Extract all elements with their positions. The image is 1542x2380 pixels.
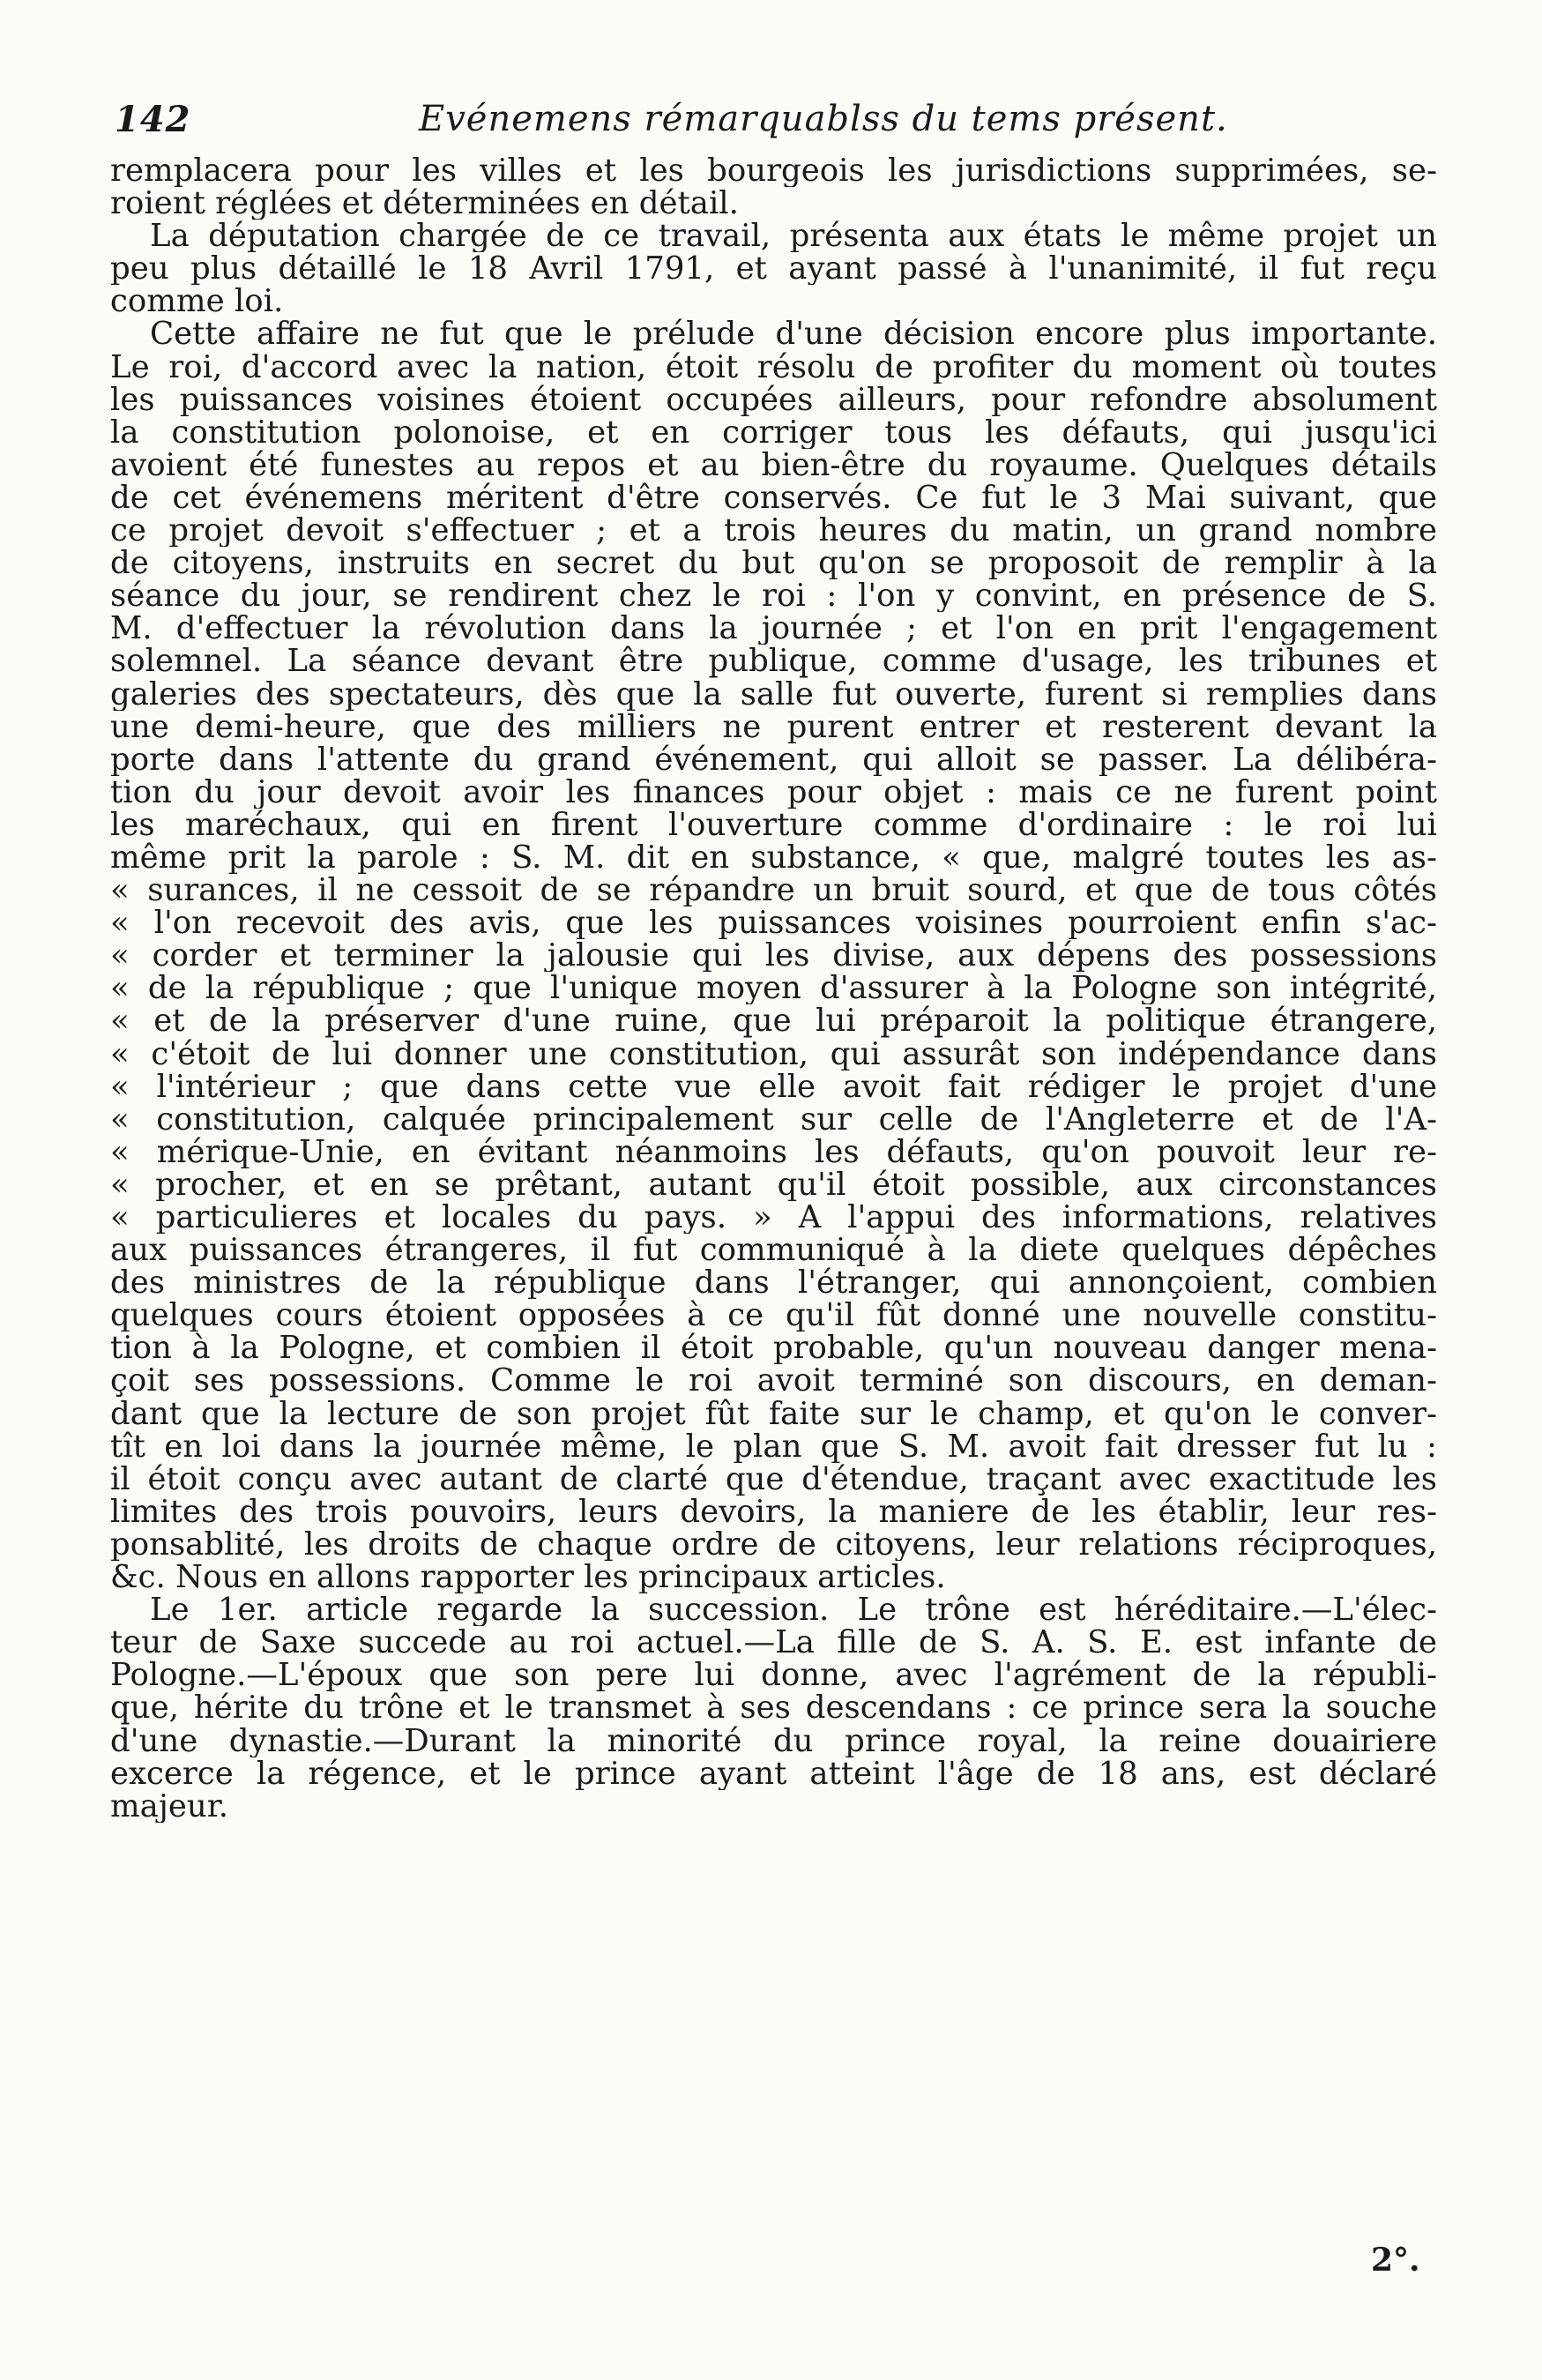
text-line: « l'intérieur ; que dans cette vue elle avoit fait rédiger le projet d'une	[110, 1070, 1437, 1103]
text-line: même prit la parole : S. M. dit en substance, « que, malgré toutes les as-	[110, 840, 1437, 875]
text-line: remplacera pour les villes et les bourgeois les jurisdictions supprimées, se-	[110, 154, 1437, 188]
text-line: comme loi.	[110, 285, 284, 318]
text-line: porte dans l'attente du grand événement, qui alloit se passer. La délibéra-	[110, 742, 1437, 776]
text-line: « particulieres et locales du pays. » A l'appui des informations, relatives	[110, 1201, 1437, 1235]
text-line: les maréchaux, qui en firent l'ouverture comme d'ordinaire : le roi lui	[110, 808, 1437, 841]
text-line: Pologne.—L'époux que son pere lui donne, avec l'agrément de la républi-	[110, 1659, 1437, 1692]
text-line: La députation chargée de ce travail, présenta aux états le même projet un	[150, 220, 1437, 253]
text-line: séance du jour, se rendirent chez le roi : l'on y convint, en présence de S.	[110, 579, 1437, 613]
text-line: majeur.	[110, 1789, 229, 1823]
text-line: tion du jour devoit avoir les finances pour objet : mais ce ne furent point	[110, 775, 1437, 809]
text-line: « et de la préserver d'une ruine, que lui préparoit la politique étrangere,	[110, 1004, 1437, 1038]
text-line: « c'étoit de lui donner une constitution, qui assurât son indépendance dans	[110, 1037, 1437, 1071]
text-line: « mérique-Unie, en évitant néanmoins les défauts, qu'on pouvoit leur re-	[110, 1135, 1437, 1168]
text-line: il étoit conçu avec autant de clarté que d'étendue, traçant avec exactitude les	[110, 1462, 1437, 1496]
text-line: la constitution polonoise, et en corriger tous les défauts, qui jusqu'ici	[110, 415, 1437, 449]
text-line: tît en loi dans la journée même, le plan que S. M. avoit fait dresser fut lu :	[110, 1429, 1437, 1463]
page-number: 142	[115, 99, 191, 140]
text-line: que, hérite du trône et le transmet à ses descendans : ce prince sera la souche	[110, 1691, 1437, 1725]
text-line: « constitution, calquée principalement sur celle de l'Angleterre et de l'A-	[110, 1102, 1437, 1136]
text-line: « de la république ; que l'unique moyen d'assurer à la Pologne son intégrité,	[110, 972, 1437, 1005]
text-line: d'une dynastie.—Durant la minorité du prince royal, la reine douairiere	[110, 1724, 1437, 1757]
text-line: une demi-heure, que des milliers ne purent entrer et resterent devant la	[110, 710, 1437, 743]
text-line: ponsablité, les droits de chaque ordre de citoyens, leur relations réciproques,	[110, 1527, 1437, 1562]
page-header	[115, 99, 1437, 152]
text-line: solemnel. La séance devant être publique, comme d'usage, les tribunes et	[110, 645, 1437, 678]
text-line: excerce la régence, et le prince ayant atteint l'âge de 18 ans, est déclaré	[110, 1757, 1437, 1790]
text-line: de cet événemens méritent d'être conservés. Ce fut le 3 Mai suivant, que	[110, 481, 1437, 515]
text-line: peu plus détaillé le 18 Avril 1791, et ayant passé à l'unanimité, il fut reçu	[110, 252, 1437, 286]
catchword: 2°.	[1371, 2242, 1420, 2279]
text-line: limites des trois pouvoirs, leurs devoirs, la maniere de les établir, leur res-	[110, 1495, 1437, 1528]
text-line: les puissances voisines étoient occupées ailleurs, pour refondre absolument	[110, 383, 1437, 416]
text-line: « surances, il ne cessoit de se répandre un bruit sourd, et que de tous côtés	[110, 874, 1437, 907]
text-line: Le 1er. article regarde la succession. Le trône est héréditaire.—L'élec-	[150, 1593, 1437, 1627]
text-line: avoient été funestes au repos et au bien-être du royaume. Quelques détails	[110, 448, 1437, 481]
text-line: « l'on recevoit des avis, que les puissances voisines pourroient enfin s'ac-	[110, 906, 1437, 940]
text-line: quelques cours étoient opposées à ce qu'il fût donné une nouvelle constitu-	[110, 1299, 1437, 1332]
running-title: Evénemens rémarquablss du tems présent.	[419, 99, 1228, 139]
text-line: des ministres de la république dans l'étranger, qui annonçoient, combien	[110, 1266, 1437, 1300]
text-line: Le roi, d'accord avec la nation, étoit résolu de profiter du moment où toutes	[110, 350, 1437, 384]
text-line: teur de Saxe succede au roi actuel.—La fille de S. A. S. E. est infante de	[110, 1626, 1437, 1660]
text-line: Cette affaire ne fut que le prélude d'une décision encore plus importante.	[150, 317, 1437, 351]
text-line: aux puissances étrangeres, il fut communiqué à la diete quelques dépêches	[110, 1234, 1437, 1267]
text-line: « procher, et en se prêtant, autant qu'il étoit possible, aux circonstances	[110, 1168, 1437, 1201]
text-line: « corder et terminer la jalousie qui les divise, aux dépens des possessions	[110, 939, 1437, 973]
text-line: roient réglées et déterminées en détail.	[110, 187, 739, 220]
text-line: çoit ses possessions. Comme le roi avoit terminé son discours, en deman-	[110, 1364, 1437, 1398]
text-line: tion à la Pologne, et combien il étoit probable, qu'un nouveau danger mena-	[110, 1332, 1437, 1365]
text-line: dant que la lecture de son projet fût faite sur le champ, et qu'on le conver-	[110, 1397, 1437, 1430]
text-line: &c. Nous en allons rapporter les principaux articles.	[110, 1561, 946, 1594]
text-line: de citoyens, instruits en secret du but qu'on se proposoit de remplir à la	[110, 547, 1437, 580]
text-line: M. d'effectuer la révolution dans la journée ; et l'on en prit l'engagement	[110, 612, 1437, 645]
body-text	[110, 154, 1437, 1823]
text-line: ce projet devoit s'effectuer ; et a trois heures du matin, un grand nombre	[110, 514, 1437, 548]
text-line: galeries des spectateurs, dès que la salle fut ouverte, furent si remplies dans	[110, 677, 1437, 711]
